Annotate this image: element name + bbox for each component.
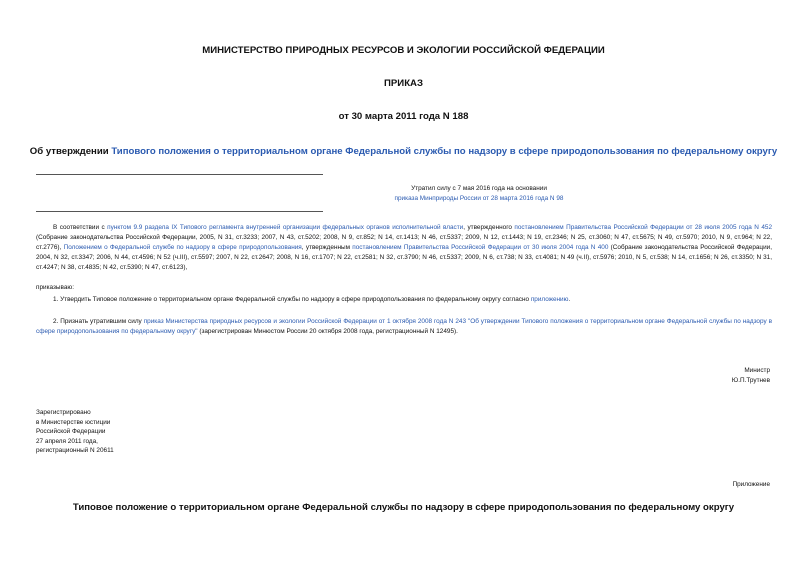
signature-block xyxy=(732,366,770,386)
appendix-label: Приложение xyxy=(732,481,770,488)
order-date-heading: от 30 марта 2011 года N 188 xyxy=(338,111,469,122)
item-1-end: . xyxy=(568,296,571,303)
preamble-text-3: (Собрание законодательства Российской Федерации, 2005, N 31, ст.3233; 2007, N 43, ст.5202; 2008, N 9, ст.852; N 14, ст.1413; N 46, ст.5337; 2009, N 12, ст.1443; N 19, ст.2346; N 25, ст.3060; N 47, ст.5675; N 49, ст.5970; 2010, N 9, ст.964; N 22, ст.2776), xyxy=(36,234,772,251)
registration-line-2: в Министерстве юстиции xyxy=(36,418,111,426)
preamble-text-1: В соответствии с xyxy=(53,224,108,231)
title-prefix: Об утверждении xyxy=(29,146,112,157)
preamble-link-decree-452[interactable]: постановлением Правительства Российской Федерации от 28 июля 2005 года N 452 xyxy=(514,224,773,231)
order-type-heading: ПРИКАЗ xyxy=(384,78,423,89)
preamble-link-service-regulation[interactable]: Положением о Федеральной службе по надзору в сфере природопользования xyxy=(63,244,302,251)
order-word: приказываю: xyxy=(36,284,74,291)
preamble-text-4: , утвержденным xyxy=(301,244,353,251)
item-1 xyxy=(36,295,772,305)
preamble-paragraph xyxy=(36,223,772,273)
registration-block xyxy=(36,408,114,456)
preamble-text-2: , утвержденного xyxy=(463,224,515,231)
status-note xyxy=(280,184,678,204)
signature-position: Министр xyxy=(744,367,770,374)
registration-line-5: регистрационный N 20611 xyxy=(36,447,114,455)
status-note-text: Утратил силу с 7 мая 2016 года на основании xyxy=(411,185,547,192)
item-2-end: (зарегистрирован Минюстом России 20 октября 2008 года, регистрационный N 12495). xyxy=(197,328,458,335)
item-2-text: 2. Признать утратившим силу xyxy=(53,318,144,325)
document-title xyxy=(0,146,807,157)
divider-bottom xyxy=(36,211,323,212)
registration-line-4: 27 апреля 2011 года, xyxy=(36,437,98,445)
status-note-link[interactable]: приказа Минприроды России от 28 марта 2016 года N 98 xyxy=(394,195,564,202)
preamble-link-decree-400[interactable]: постановлением Правительства Российской Федерации от 30 июля 2004 года N 400 xyxy=(352,244,609,251)
item-1-appendix-link[interactable]: приложению xyxy=(530,296,569,303)
ministry-heading: МИНИСТЕРСТВО ПРИРОДНЫХ РЕСУРСОВ И ЭКОЛОГИИ РОССИЙСКОЙ ФЕДЕРАЦИИ xyxy=(202,45,605,56)
item-1-text: 1. Утвердить Типовое положение о территориальном органе Федеральной службы по надзору в сфере природопользования по федеральному округу согласно xyxy=(53,296,531,303)
item-2 xyxy=(36,317,772,337)
signature-name: Ю.П.Трутнев xyxy=(731,377,770,384)
divider-top xyxy=(36,174,323,175)
appendix-title: Типовое положение о территориальном органе Федеральной службы по надзору в сфере природопользования по федеральному округу xyxy=(72,502,735,513)
title-link[interactable]: Типового положения о территориальном органе Федеральной службы по надзору в сфере природопользования по федеральному округу xyxy=(111,146,778,157)
registration-line-1: Зарегистрировано xyxy=(36,409,91,416)
item-2-order-link[interactable]: приказ Министерства природных ресурсов и экологии Российской Федерации от 1 октября 2008 года N 243 "Об утверждении Типового положения о территориальном органе Федеральной службы по надзору в сфере природопользования по федеральному округу" xyxy=(36,318,772,335)
registration-line-3: Российской Федерации xyxy=(36,428,106,436)
preamble-text-5: (Собрание законодательства Российской Федерации, 2004, N 32, ст.3347; 2006, N 44, ст.4596; N 52 (ч.III), ст.5597; 2007, N 22, ст.2647; 2008, N 16, ст.1707; N 22, ст.2581; N 32, ст.3790; N 46, ст.5337; 2009, N 6, ст.738; N 33, ст.4081; N 49 (ч.II), ст.5976; 2010, N 5, ст.538; N 14, ст.1656; N 26, ст.3350; N 31, ст.4247; N 38, ст.4835; N 42, ст.5390; N 47, ст.6123), xyxy=(36,244,772,271)
preamble-link-regulation[interactable]: пунктом 9.9 раздела IX Типового регламента внутренней организации федеральных органов исполнительной власти xyxy=(107,224,464,231)
